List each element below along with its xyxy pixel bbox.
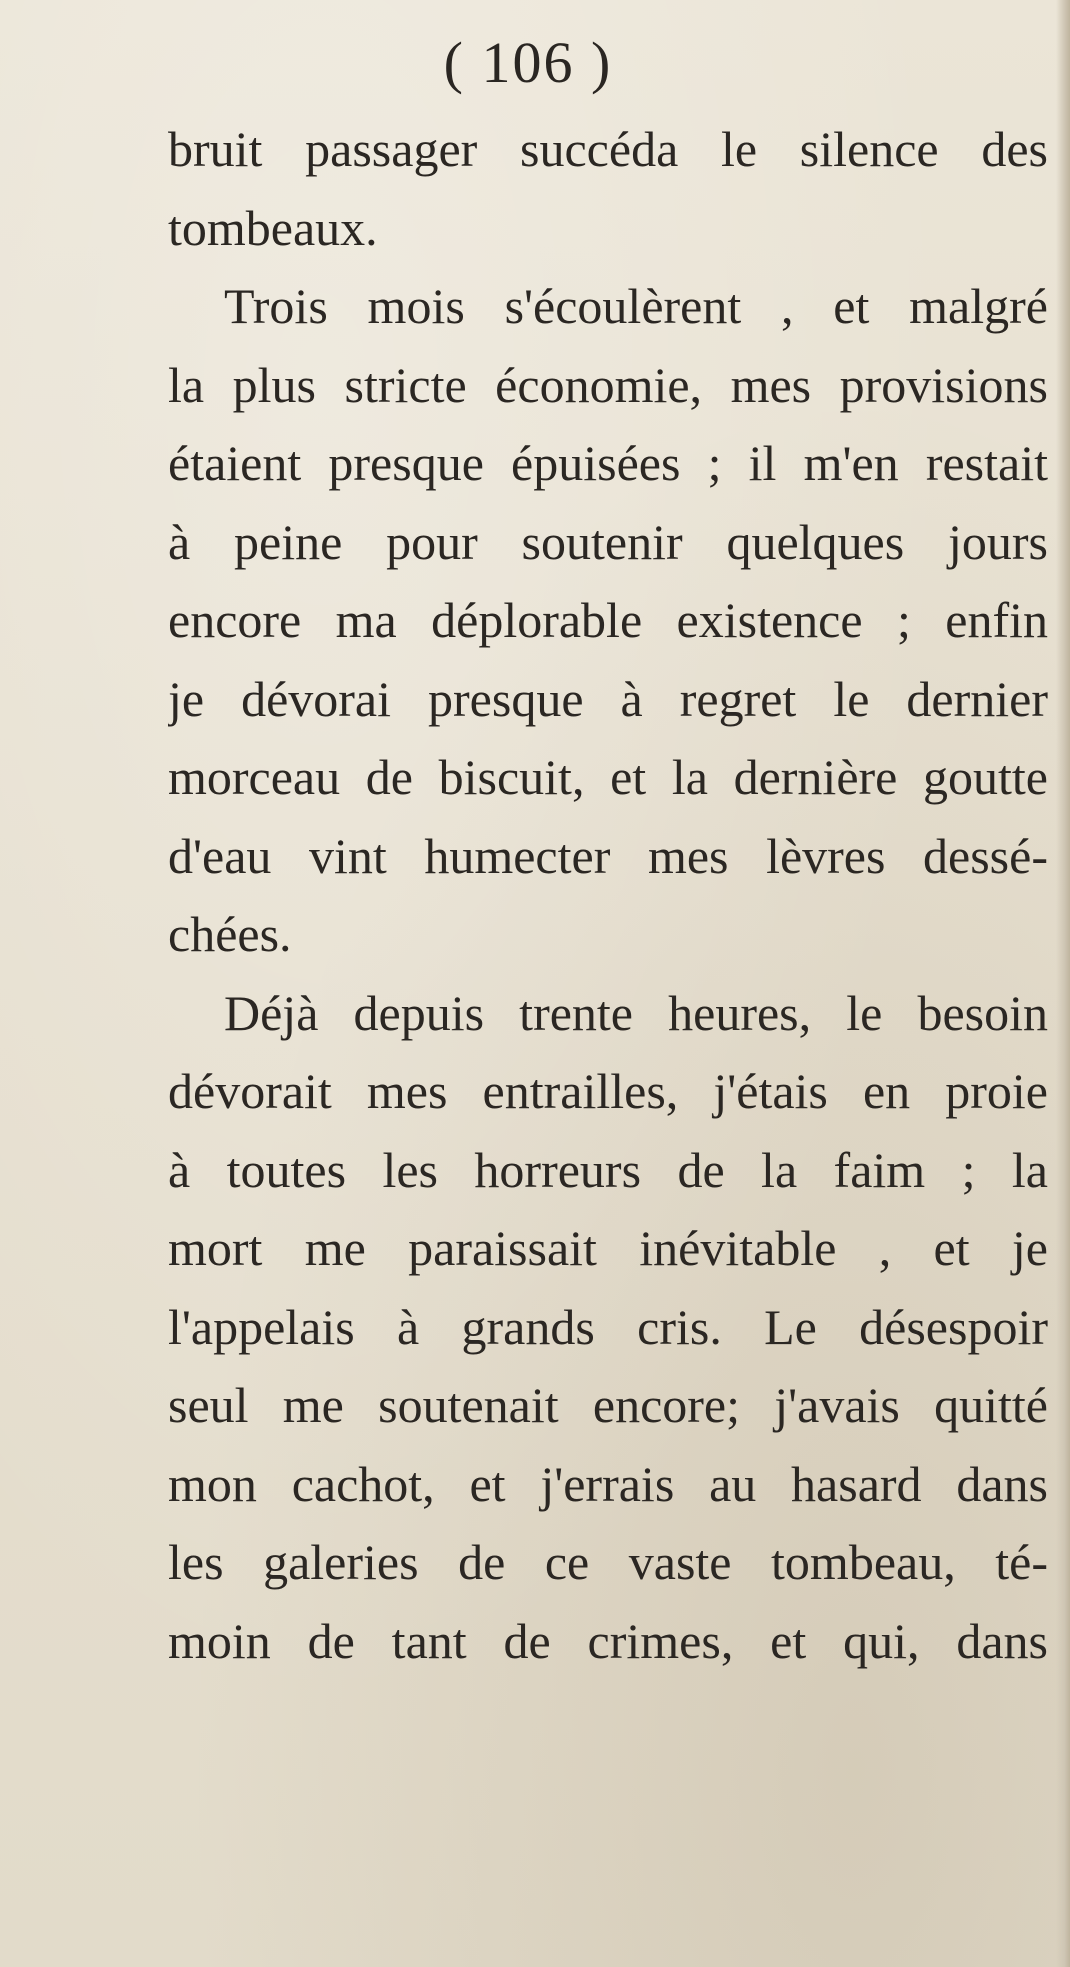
text-line: mort me paraissait inévitable , et je — [168, 1220, 1048, 1276]
page-number: ( 106 ) — [443, 30, 613, 95]
text-line: à toutes les horreurs de la faim ; la — [168, 1141, 1048, 1198]
text-line: Déjà depuis trente heures, le besoin — [224, 984, 1048, 1041]
text-line: d'eau vint humecter mes lèvres dessé- — [168, 827, 1048, 884]
text-line: l'appelais à grands cris. Le désespoir — [168, 1298, 1048, 1355]
text-line: moin de tant de crimes, et qui, dans — [168, 1612, 1048, 1669]
text-line: étaient presque épuisées ; il m'en restait — [168, 435, 1048, 491]
text-line: morceau de biscuit, et la dernière goutte — [168, 749, 1048, 805]
text-line: encore ma déplorable existence ; enfin — [168, 592, 1048, 648]
text-line: chées. — [168, 906, 292, 962]
text-line: je dévorai presque à regret le dernier — [168, 670, 1048, 727]
text-line: tombeaux. — [168, 199, 378, 256]
text-line: à peine pour soutenir quelques jours — [168, 513, 1048, 570]
text-line: Trois mois s'écoulèrent , et malgré — [224, 278, 1048, 334]
text-line: la plus stricte économie, mes provisions — [168, 356, 1048, 413]
text-line: les galeries de ce vaste tombeau, té- — [168, 1534, 1048, 1590]
body-text — [168, 110, 1048, 1680]
text-line: bruit passager succéda le silence des — [168, 121, 1048, 177]
text-line: dévorait mes entrailles, j'étais en proie — [168, 1063, 1048, 1119]
text-line: seul me soutenait encore; j'avais quitté — [168, 1377, 1048, 1433]
page-edge — [1056, 0, 1070, 1967]
text-line: mon cachot, et j'errais au hasard dans — [168, 1455, 1048, 1512]
